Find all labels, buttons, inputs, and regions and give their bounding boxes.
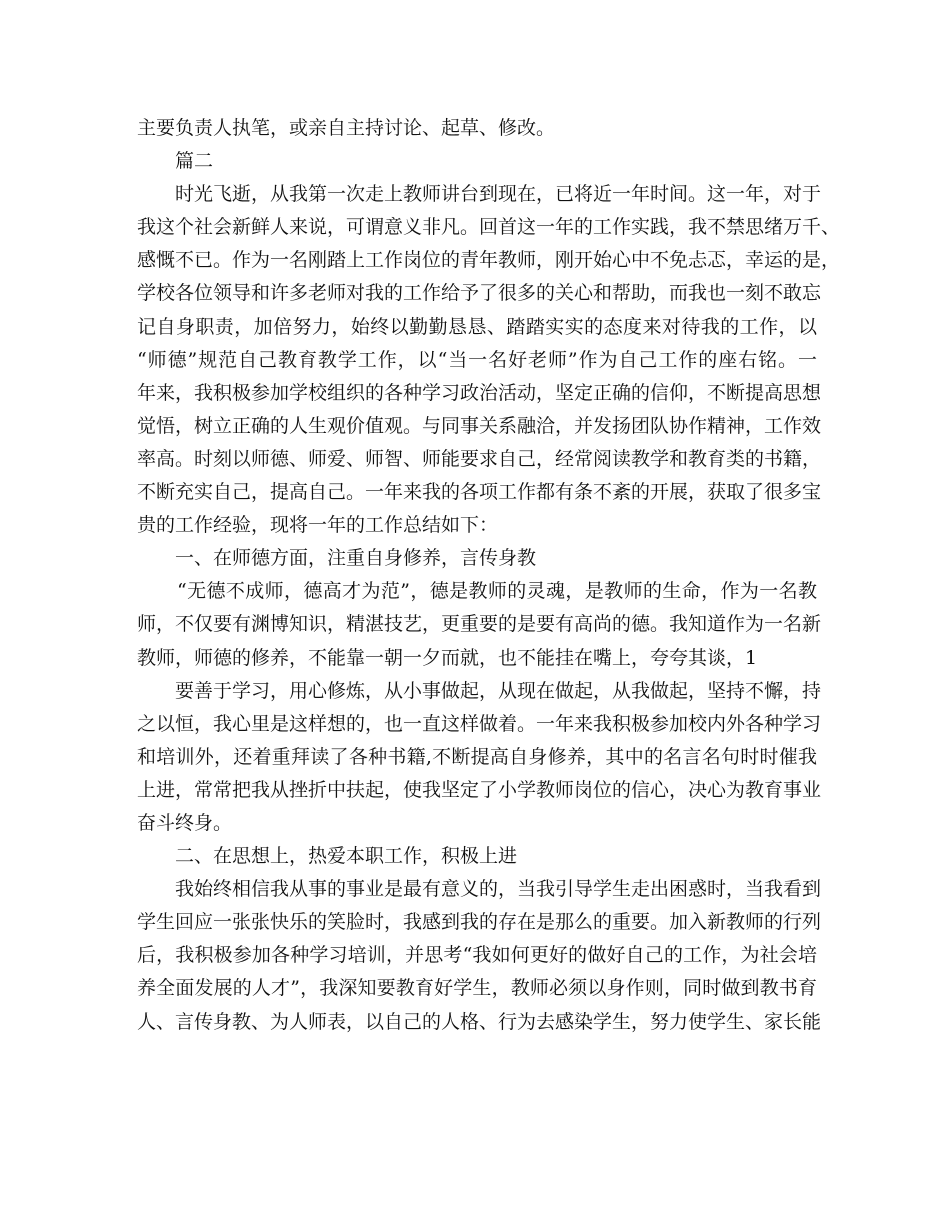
text-line: 贵的工作经验，现将一年的工作总结如下：: [137, 514, 499, 537]
text-line: 我始终相信我从事的事业是最有意义的，当我引导学生走出困惑时，当我看到: [175, 878, 822, 901]
text-line: 觉悟，树立正确的人生观价值观。与同事关系融洽，并发扬团队协作精神，工作效: [137, 414, 822, 437]
text-line: 感慨不已。作为一名刚踏上工作岗位的青年教师，刚开始心中不免忐忑，幸运的是，: [137, 249, 841, 272]
text-line: 后，我积极参加各种学习培训，并思考“我如何更好的做好自己的工作，为社会培: [137, 944, 817, 967]
text-line: 记自身职责，加倍努力，始终以勤勤恳恳、踏踏实实的态度来对待我的工作，以: [137, 315, 817, 338]
text-line: 之以恒，我心里是这样想的，也一直这样做着。一年来我积极参加校内外各种学习: [137, 712, 822, 735]
text-line: 我这个社会新鲜人来说，可谓意义非凡。回首这一年的工作实践，我不禁思绪万千、: [137, 216, 841, 239]
text-line: 时光飞逝，从我第一次走上教师讲台到现在，已将近一年时间。这一年，对于: [175, 183, 822, 206]
text-line: 师，不仅要有渊博知识，精湛技艺，更重要的是要有高尚的德。我知道作为一名新: [137, 613, 822, 636]
text-line: 教师，师德的修养，不能靠一朝一夕而就，也不能挂在嘴上，夸夸其谈，1: [137, 646, 758, 669]
text-line: 主要负责人执笔，或亲自主持讨论、起草、修改。: [137, 117, 556, 139]
text-line: 年来，我积极参加学校组织的各种学习政治活动，坚定正确的信仰，不断提高思想: [137, 381, 822, 404]
text-line: 篇二: [175, 150, 214, 173]
text-line: 率高。时刻以师德、师爱、师智、师能要求自己，经常阅读教学和教育类的书籍，: [137, 447, 822, 470]
text-line: 一、在师德方面，注重自身修养，言传身教: [175, 547, 537, 570]
text-line: 学校各位领导和许多老师对我的工作给予了很多的关心和帮助，而我也一刻不敢忘: [137, 282, 822, 305]
text-line: 二、在思想上，热爱本职工作，积极上进: [175, 845, 518, 868]
document-body: [137, 112, 841, 1039]
text-line: 人、言传身教、为人师表，以自己的人格、行为去感染学生，努力使学生、家长能: [137, 1010, 822, 1033]
text-line: “无德不成师，德高才为范”，德是教师的灵魂，是教师的生命，作为一名教: [177, 580, 817, 603]
text-line: 学生回应一张张快乐的笑脸时，我感到我的存在是那么的重要。加入新教师的行列: [137, 911, 822, 934]
text-line: 上进，常常把我从挫折中扶起，使我坚定了小学教师岗位的信心，决心为教育事业: [137, 778, 822, 801]
text-line: “师德”规范自己教育教学工作，以“当一名好老师”作为自己工作的座右铭。一: [137, 348, 817, 371]
text-line: 和培训外，还着重拜读了各种书籍,不断提高自身修养，其中的名言名句时时催我: [137, 745, 817, 768]
text-line: 奋斗终身。: [137, 811, 233, 834]
text-line: 养全面发展的人才”，我深知要教育好学生，教师必须以身作则，同时做到教书育: [137, 977, 817, 1000]
text-line: 要善于学习，用心修炼，从小事做起，从现在做起，从我做起，坚持不懈，持: [175, 679, 822, 702]
text-line: 不断充实自己，提高自己。一年来我的各项工作都有条不紊的开展，获取了很多宝: [137, 481, 822, 504]
